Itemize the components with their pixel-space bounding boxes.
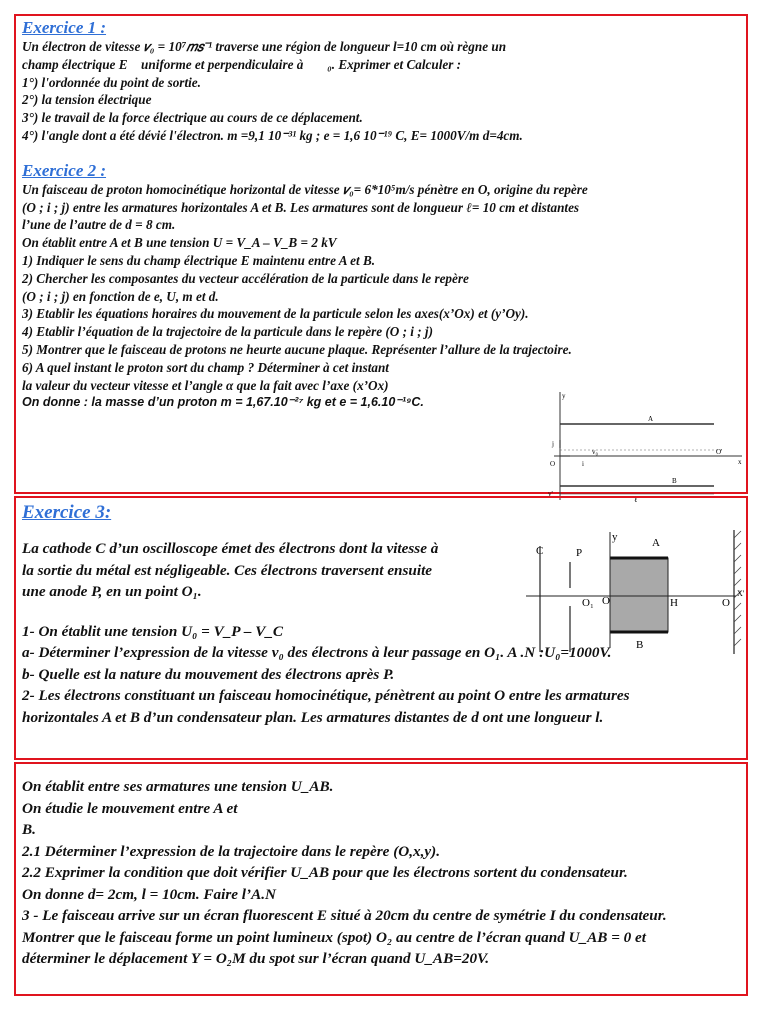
fig3-label-A: A — [652, 537, 660, 549]
exercise-2-title: Exercice 2 : — [22, 160, 107, 180]
ex2-given-data: On donne : la masse d’un proton m = 1,67.10⁻²⁷ kg et e = 1,6.10⁻¹⁹C. — [22, 395, 424, 410]
fig3-label-B: B — [636, 639, 644, 651]
fig2-label-O: O — [550, 460, 556, 468]
fig2-label-yprime: y' — [548, 490, 553, 498]
ex2-line: 4) Etablir l’équation de la trajectoire de la particule dans le repère (O ; i ; j) — [22, 324, 433, 340]
ex1-line: 3°) le travail de la force électrique au cours de ce déplacement. — [22, 110, 363, 126]
exercise-1-2-panel — [14, 14, 748, 502]
exercise-3-continued-panel — [14, 762, 748, 996]
ex2-line: On établit entre A et B une tension U = V_A – V_B = 2 kV — [22, 235, 337, 251]
exercise-3-panel — [14, 496, 748, 760]
fig2-label-B: B — [672, 477, 677, 485]
ex2-line: 3) Etablir les équations horaires du mouvement de la particule selon les axes(x’Ox) et (y’Oy). — [22, 306, 529, 322]
ex3c-line: 3 - Le faisceau arrive sur un écran fluorescent E situé à 20cm du centre de symétrie I du condensateur. — [22, 907, 667, 924]
fig2-label-i: i — [582, 460, 584, 468]
ex3c-line: 2.1 Déterminer l’expression de la trajectoire dans le repère (O,x,y). — [22, 842, 441, 860]
fig3-label-C: C — [536, 545, 544, 557]
ex1-line: 1°) l'ordonnée du point de sortie. — [22, 74, 201, 90]
ex3-line: b- Quelle est la nature du mouvement des électrons après P. — [22, 665, 395, 683]
fig2-label-j: j — [552, 440, 554, 448]
ex2-line: (O ; i ; j) en fonction de e, U, m et d. — [22, 288, 219, 304]
ex3c-line: déterminer le déplacement Y = O₂M du spot sur l’écran quand U_AB=20V. — [22, 950, 490, 967]
ex3c-line: On établit entre ses armatures une tension U_AB. — [22, 778, 334, 795]
ex1-line: 4°) l'angle dont a été dévié l'électron. m =9,1 10⁻³¹ kg ; e = 1,6 10⁻¹⁹ C, E= 1000V/m d=4cm. — [22, 127, 523, 143]
ex3-line: 2- Les électrons constituant un faisceau homocinétique, pénètrent au point O entre les armatures — [22, 687, 630, 704]
ex3c-line: 2.2 Exprimer la condition que doit vérifier U_AB pour que les électrons sortent du condensateur. — [22, 864, 628, 881]
fig3-label-y: y — [612, 531, 618, 543]
ex2-line: 5) Montrer que le faisceau de protons ne heurte aucune plaque. Représenter l’allure de la trajectoire. — [22, 341, 572, 357]
fig3-label-O2: O — [722, 597, 730, 609]
fig3-label-H: H — [670, 597, 678, 609]
ex3-intro-line: une anode P, en un point O₁. — [22, 583, 202, 600]
ex2-line: l’une de l’autre de d = 8 cm. — [22, 217, 176, 233]
exercise-1-title: Exercice 1 : — [22, 18, 107, 37]
fig2-label-v0: v₀ — [592, 448, 598, 456]
ex2-line: 1) Indiquer le sens du champ électrique E maintenu entre A et B. — [22, 252, 376, 268]
ex2-line: (O ; i ; j) entre les armatures horizontales A et B. Les armatures sont de longueur ℓ= 10 cm et distantes — [22, 199, 580, 215]
ex2-line: 2) Chercher les composantes du vecteur accélération de la particule dans le repère — [22, 270, 469, 286]
ex3-line: a- Déterminer l’expression de la vitesse v₀ des électrons à leur passage en O₁. A .N :U₀=1000V. — [22, 644, 612, 661]
ex1-line: Un électron de vitesse 𝑣₀ = 10⁷𝑚𝑠⁻¹ traverse une région de longueur l=10 cm où règne un — [22, 39, 507, 54]
ex3-intro-line: la sortie du métal est négligeable. Ces électrons traversent ensuite — [22, 561, 433, 579]
ex3-intro-line: La cathode C d’un oscilloscope émet des électrons dont la vitesse à — [22, 540, 439, 557]
ex3-line: horizontales A et B d’un condensateur plan. Les armatures distantes de d ont une longueur l. — [22, 708, 604, 726]
fig3-label-O1: O₁ — [582, 597, 594, 609]
ex2-line: la valeur du vecteur vitesse et l’angle α que la fait avec l’axe (x’Ox) — [22, 377, 389, 393]
exercise-3-title: Exercice 3: — [22, 502, 112, 523]
fig3-label-O: O — [602, 595, 610, 607]
fig3-label-X: X' — [737, 589, 745, 598]
ex3c-line: B. — [22, 821, 36, 838]
ex1-line: 2°) la tension électrique — [22, 92, 152, 108]
fig2-label-A: A — [648, 415, 654, 423]
ex3c-line: On donne d= 2cm, l = 10cm. Faire l’A.N — [22, 885, 276, 903]
fig2-label-Oprime: O' — [716, 448, 723, 456]
ex3-line: 1- On établit une tension U₀ = V_P – V_C — [22, 622, 284, 640]
exercise-3-diagram — [522, 524, 748, 656]
ex2-line: Un faisceau de proton homocinétique horizontal de vitesse 𝑣₀= 6*10⁵m/s pénètre en O, origine du repère — [22, 181, 588, 197]
fig2-label-x: x — [738, 458, 742, 466]
ex3c-line: Montrer que le faisceau forme un point lumineux (spot) O₂ au centre de l’écran quand U_AB = 0 et — [22, 928, 647, 946]
ex2-line: 6) A quel instant le proton sort du champ ? Déterminer à cet instant — [22, 359, 389, 375]
fig2-label-l: ℓ — [634, 496, 638, 502]
fig2-label-y: y — [562, 392, 566, 400]
ex3c-line: On étudie le mouvement entre A et — [22, 799, 238, 817]
fig3-label-P: P — [576, 547, 583, 559]
exercise-2-diagram — [546, 390, 746, 502]
ex1-line: champ électrique E⃗ uniforme et perpendiculaire à 𝑣⃗₀. Exprimer et Calculer : — [22, 56, 462, 72]
